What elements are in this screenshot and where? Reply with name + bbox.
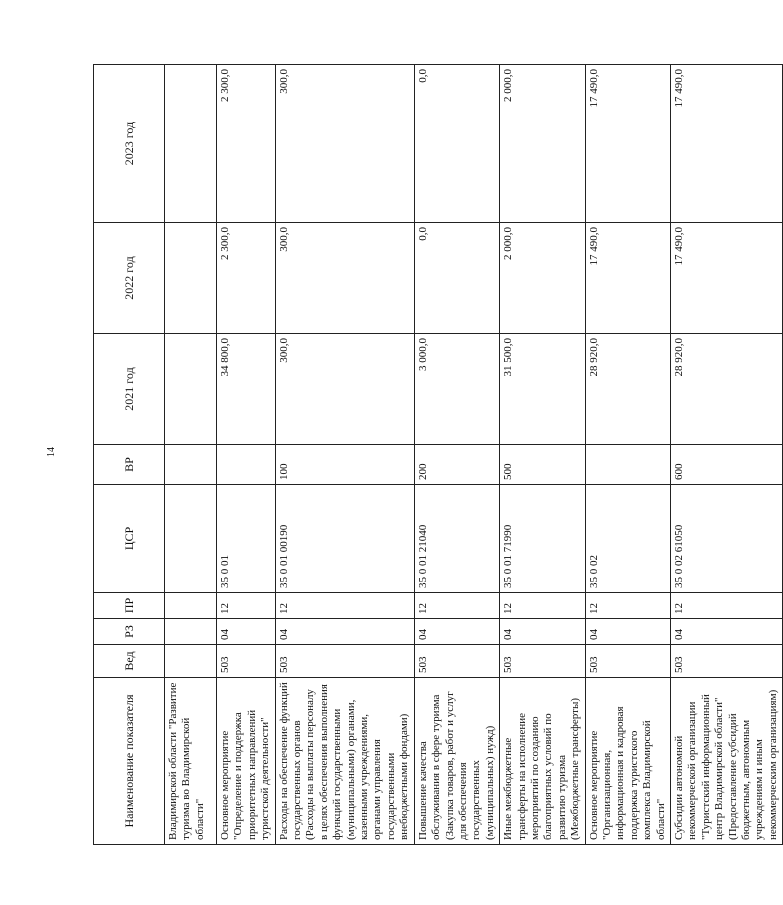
cell-vr: 100	[275, 445, 414, 485]
header-ved: Вед	[94, 645, 165, 678]
cell-csr: 35 0 01 21040	[414, 485, 499, 593]
cell-2023	[165, 65, 217, 223]
cell-2022: 2 300,0	[217, 223, 276, 334]
cell-rz: 04	[217, 619, 276, 645]
cell-name: Владимирской области "Развитие туризма во Владимирской области"	[165, 678, 217, 845]
cell-2021: 28 920,0	[671, 334, 783, 445]
cell-2023: 0,0	[414, 65, 499, 223]
cell-ved: 503	[671, 645, 783, 678]
header-vr: ВР	[94, 445, 165, 485]
cell-2022: 2 000,0	[500, 223, 585, 334]
cell-rz: 04	[275, 619, 414, 645]
table-row	[217, 65, 276, 845]
cell-name: Основное мероприятие "Организационная, информационная и кадровая поддержка туристского комплекса Владимирской области"	[585, 678, 670, 845]
table-row	[165, 65, 217, 845]
cell-pr: 12	[275, 593, 414, 619]
cell-ved: 503	[275, 645, 414, 678]
header-rz: РЗ	[94, 619, 165, 645]
cell-csr: 35 0 01 00190	[275, 485, 414, 593]
cell-2021: 3 000,0	[414, 334, 499, 445]
cell-csr	[165, 485, 217, 593]
cell-2023: 2 300,0	[217, 65, 276, 223]
table-row	[414, 65, 499, 845]
budget-table	[93, 64, 783, 845]
cell-2022	[165, 223, 217, 334]
table-header-row	[94, 65, 165, 845]
cell-vr: 500	[500, 445, 585, 485]
cell-name: Повышение качества обслуживания в сфере туризма (Закупка товаров, работ и услуг для обеспечения государственных (муниципальных) нужд)	[414, 678, 499, 845]
table-row	[671, 65, 783, 845]
cell-2021: 28 920,0	[585, 334, 670, 445]
cell-rz: 04	[414, 619, 499, 645]
cell-2021: 31 500,0	[500, 334, 585, 445]
cell-name: Субсидии автономной некоммерческой организации "Туристский информационный центр Владимирской области" (Предоставление субсидий бюджетным, автономным учреждениям и иным некоммерческим организациям)	[671, 678, 783, 845]
cell-rz: 04	[671, 619, 783, 645]
cell-vr	[165, 445, 217, 485]
cell-2023: 17 490,0	[585, 65, 670, 223]
cell-pr	[165, 593, 217, 619]
cell-rz	[165, 619, 217, 645]
rotated-table-container	[93, 65, 779, 845]
cell-rz: 04	[585, 619, 670, 645]
header-name: Наименование показателя	[94, 678, 165, 845]
cell-ved: 503	[217, 645, 276, 678]
cell-pr: 12	[414, 593, 499, 619]
cell-2022: 17 490,0	[585, 223, 670, 334]
cell-pr: 12	[671, 593, 783, 619]
cell-vr	[585, 445, 670, 485]
cell-2023: 300,0	[275, 65, 414, 223]
table-row	[500, 65, 585, 845]
cell-csr: 35 0 01	[217, 485, 276, 593]
cell-ved	[165, 645, 217, 678]
cell-2021: 300,0	[275, 334, 414, 445]
cell-pr: 12	[500, 593, 585, 619]
cell-csr: 35 0 02	[585, 485, 670, 593]
cell-pr: 12	[585, 593, 670, 619]
cell-csr: 35 0 02 61050	[671, 485, 783, 593]
cell-pr: 12	[217, 593, 276, 619]
cell-ved: 503	[414, 645, 499, 678]
cell-vr: 200	[414, 445, 499, 485]
cell-ved: 503	[585, 645, 670, 678]
cell-2022: 300,0	[275, 223, 414, 334]
cell-2021: 34 800,0	[217, 334, 276, 445]
cell-2023: 2 000,0	[500, 65, 585, 223]
cell-csr: 35 0 01 71990	[500, 485, 585, 593]
table-row	[585, 65, 670, 845]
cell-2022: 0,0	[414, 223, 499, 334]
cell-name: Расходы на обеспечение функций государственных органов (Расходы на выплаты персоналу в целях обеспечения выполнения функций государственными (муниципальными) органами, казенными учреждениями, органами управления государственными внебюджетными фондами)	[275, 678, 414, 845]
header-2022: 2022 год	[94, 223, 165, 334]
page-number: 14	[46, 447, 57, 457]
cell-vr: 600	[671, 445, 783, 485]
cell-2022: 17 490,0	[671, 223, 783, 334]
cell-name: Иные межбюджетные трансферты на исполнение мероприятий по созданию благоприятных условий по развитию туризма (Межбюджетные трансферты)	[500, 678, 585, 845]
cell-rz: 04	[500, 619, 585, 645]
header-2021: 2021 год	[94, 334, 165, 445]
cell-ved: 503	[500, 645, 585, 678]
cell-2023: 17 490,0	[671, 65, 783, 223]
cell-name: Основное мероприятие "Определение и поддержка приоритетных направлений туристской деятельности"	[217, 678, 276, 845]
header-csr: ЦСР	[94, 485, 165, 593]
table-row	[275, 65, 414, 845]
cell-vr	[217, 445, 276, 485]
header-pr: ПР	[94, 593, 165, 619]
cell-2021	[165, 334, 217, 445]
header-2023: 2023 год	[94, 65, 165, 223]
